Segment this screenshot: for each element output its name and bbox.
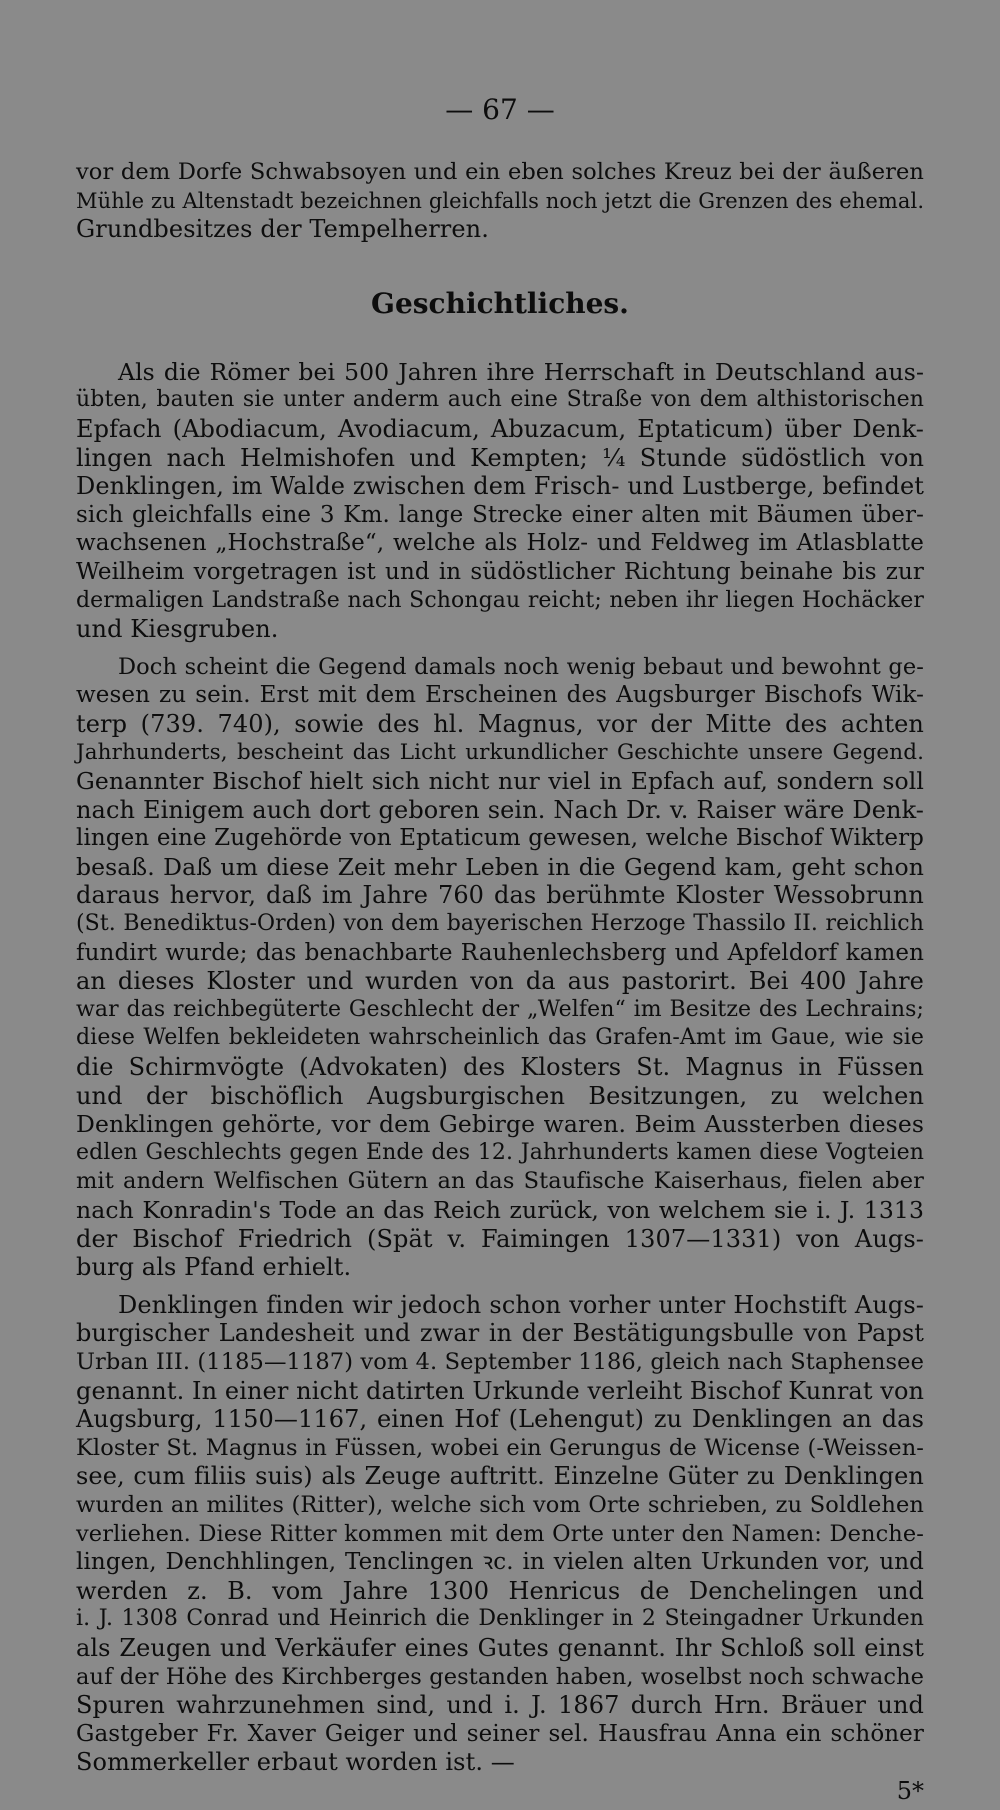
text-line: werden z. B. vom Jahre 1300 Henricus de Denchelingen und [76, 1576, 924, 1605]
book-page [76, 92, 925, 1805]
text-line: Genannter Bischof hielt sich nicht nur viel in Epfach auf, sondern soll [76, 767, 924, 796]
text-line: daraus hervor, daß im Jahre 760 das berühmte Kloster Wessobrunn [76, 881, 924, 910]
text-line: genannt. In einer nicht datirten Urkunde verleiht Bischof Kunrat von [76, 1376, 925, 1405]
text-line: Denklingen gehörte, vor dem Gebirge waren. Beim Aussterben dieses [76, 1110, 924, 1139]
text-line: Urban III. (1185—1187) vom 4. September 1186, gleich nach Staphensee [76, 1348, 924, 1375]
text-line: i. J. 1308 Conrad und Heinrich die Denklinger in 2 Steingadner Urkunden [76, 1606, 924, 1632]
text-line: dermaligen Landstraße nach Schongau reicht; neben ihr liegen Hochäcker [76, 587, 924, 613]
text-line: vor dem Dorfe Schwabsoyen und ein eben solches Kreuz bei der äußeren [76, 159, 924, 185]
text-line: die Schirmvögte (Advokaten) des Klosters St. Magnus in Füssen [76, 1053, 924, 1082]
text-line: übten, bauten sie unter anderm auch eine Straße von dem althistorischen [76, 387, 924, 413]
text-line: nach Einigem auch dort geboren sein. Nach Dr. v. Raiser wäre Denk- [76, 795, 924, 824]
section-heading: Geschichtliches. [371, 286, 629, 320]
text-line: Epfach (Abodiacum, Avodiacum, Abuzacum, Eptaticum) über Denk- [76, 414, 924, 443]
text-line: auf der Höhe des Kirchberges gestanden haben, woselbst noch schwache [76, 1663, 925, 1690]
text-line: sich gleichfalls eine 3 Km. lange Strecke einer alten mit Bäumen über- [76, 501, 924, 528]
text-line: nach Konradin's Tode an das Reich zurück, von welchem sie i. J. 1313 [76, 1196, 924, 1224]
text-line: Doch scheint die Gegend damals noch wenig bebaut und bewohnt ge- [118, 653, 924, 680]
text-line: lingen nach Helmishofen und Kempten; ¼ Stunde südöstlich von [76, 443, 924, 472]
text-line: wachsenen „Hochstraße“, welche als Holz- und Feldweg im Atlasblatte [76, 530, 924, 557]
text-line: wesen zu sein. Erst mit dem Erscheinen des Augsburger Bischofs Wik- [76, 682, 924, 709]
text-line: burgischer Landesheit und zwar in der Bestätigungsbulle von Papst [76, 1319, 924, 1348]
text-line: Denklingen, im Walde zwischen dem Frisch- und Lustberge, befindet [76, 472, 924, 501]
text-line: als Zeugen und Verkäufer eines Gutes genannt. Ihr Schloß soll einst [76, 1633, 924, 1662]
text-line: burg als Pfand erhielt. [76, 1253, 352, 1282]
text-line: verliehen. Diese Ritter kommen mit dem Orte unter den Namen: Denche- [76, 1520, 924, 1547]
paragraph-3 [76, 1291, 924, 1777]
text-line: und Kiesgruben. [76, 615, 279, 644]
text-line: diese Welfen bekleideten wahrscheinlich das Grafen-Amt im Gaue, wie sie [76, 1025, 924, 1051]
text-line: terp (739. 740), sowie des hl. Magnus, vor der Mitte des achten [76, 709, 924, 738]
text-line: fundirt wurde; das benachbarte Rauhenlechsberg und Apfeldorf kamen [76, 939, 924, 966]
text-line: an dieses Kloster und wurden von da aus pastorirt. Bei 400 Jahre [76, 967, 924, 996]
text-line: Kloster St. Magnus in Füssen, wobei ein Gerungus de Wicense (-Weissen- [76, 1434, 924, 1461]
text-line: Augsburg, 1150—1167, einen Hof (Lehengut) zu Denklingen an das [76, 1405, 924, 1434]
text-line: see, cum filiis suis) als Zeuge auftritt. Einzelne Güter zu Denklingen [76, 1462, 924, 1491]
text-line: der Bischof Friedrich (Spät v. Faimingen 1307—1331) von Augs- [76, 1224, 924, 1253]
text-line: Mühle zu Altenstadt bezeichnen gleichfalls noch jetzt die Grenzen des ehemal. [76, 188, 925, 213]
page-number: — 67 — [445, 93, 555, 126]
text-line: war das reichbegüterte Geschlecht der „Welfen“ im Besitze des Lechrains; [76, 996, 924, 1022]
text-line: Als die Römer bei 500 Jahren ihre Herrschaft in Deutschland aus- [118, 357, 924, 386]
intro-paragraph [76, 158, 924, 244]
text-line: Weilheim vorgetragen ist und in südöstlicher Richtung beinahe bis zur [76, 558, 924, 585]
text-line: Jahrhunderts, bescheint das Licht urkundlicher Geschichte unsere Gegend. [76, 739, 924, 765]
text-line: Denklingen finden wir jedoch schon vorher unter Hochstift Augs- [118, 1290, 924, 1319]
paragraph-2 [76, 653, 924, 1282]
text-line: Sommerkeller erbaut worden ist. — [76, 1748, 515, 1777]
signature-mark: 5* [896, 1776, 924, 1805]
paragraph-1 [76, 358, 924, 644]
text-line: besaß. Daß um diese Zeit mehr Leben in die Gegend kam, geht schon [76, 852, 924, 881]
text-line: edlen Geschlechts gegen Ende des 12. Jahrhunderts kamen diese Vogteien [76, 1139, 924, 1165]
text-line: wurden an milites (Ritter), welche sich vom Orte schrieben, zu Soldlehen [76, 1491, 924, 1518]
text-line: (St. Benediktus-Orden) von dem bayerischen Herzoge Thassilo II. reichlich [76, 911, 924, 937]
text-line: lingen, Denchhlingen, Tenclingen ꝛc. in vielen alten Urkunden vor, und [76, 1549, 924, 1576]
text-line: Spuren wahrzunehmen sind, und i. J. 1867 durch Hrn. Bräuer und [76, 1691, 924, 1720]
text-line: lingen eine Zugehörde von Eptaticum gewesen, welche Bischof Wikterp [76, 825, 924, 852]
text-line: mit andern Welfischen Gütern an das Staufische Kaiserhaus, fielen aber [76, 1168, 924, 1195]
text-line: Grundbesitzes der Tempelherren. [76, 215, 489, 244]
text-line: und der bischöflich Augsburgischen Besitzungen, zu welchen [76, 1081, 924, 1110]
text-line: Gastgeber Fr. Xaver Geiger und seiner sel. Hausfrau Anna ein schöner [76, 1720, 924, 1747]
